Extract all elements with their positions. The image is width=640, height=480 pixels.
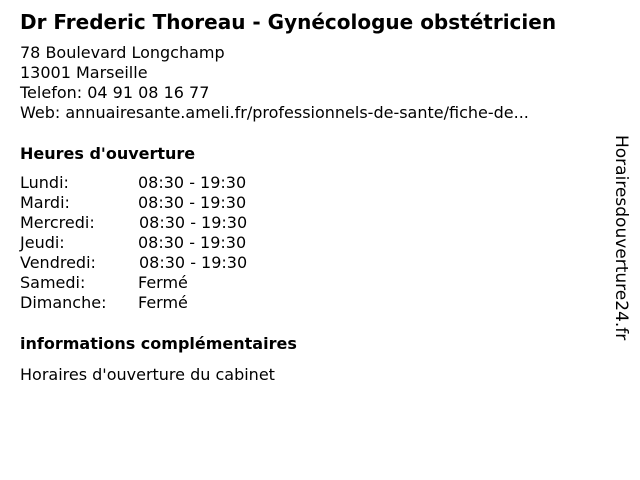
day-label: Mercredi:	[20, 213, 95, 232]
page-title: Dr Frederic Thoreau - Gynécologue obstétricien	[20, 10, 557, 34]
hours-row-vendredi	[20, 253, 320, 273]
hours-row-mardi	[20, 193, 320, 213]
hours-row-samedi	[20, 273, 320, 293]
time-value: 08:30 - 19:30	[138, 173, 247, 192]
time-value: Fermé	[138, 293, 188, 312]
website-link[interactable]: Web: annuairesante.ameli.fr/professionnels-de-sante/fiche-de...	[20, 103, 529, 122]
info-text: Horaires d'ouverture du cabinet	[20, 365, 275, 384]
time-value: 08:30 - 19:30	[138, 193, 247, 212]
hours-row-mercredi	[20, 213, 320, 233]
watermark	[602, 135, 640, 375]
hours-row-dimanche	[20, 293, 320, 313]
day-label: Vendredi:	[20, 253, 96, 272]
hours-row-lundi	[20, 173, 320, 193]
hours-heading: Heures d'ouverture	[20, 144, 196, 163]
day-label: Mardi:	[20, 193, 70, 212]
day-label: Jeudi:	[20, 233, 65, 252]
address-street: 78 Boulevard Longchamp	[20, 43, 225, 62]
day-label: Dimanche:	[20, 293, 107, 312]
hours-table	[20, 173, 320, 313]
phone-number: Telefon: 04 91 08 16 77	[20, 83, 210, 102]
day-label: Lundi:	[20, 173, 69, 192]
time-value: 08:30 - 19:30	[139, 213, 248, 232]
watermark-text: Horairesdouverture24.fr	[611, 135, 631, 341]
hours-row-jeudi	[20, 233, 320, 253]
time-value: 08:30 - 19:30	[139, 253, 248, 272]
time-value: 08:30 - 19:30	[138, 233, 247, 252]
info-heading: informations complémentaires	[20, 334, 297, 353]
address-city: 13001 Marseille	[20, 63, 148, 82]
address-block	[20, 43, 529, 123]
day-label: Samedi:	[20, 273, 86, 292]
time-value: Fermé	[138, 273, 188, 292]
